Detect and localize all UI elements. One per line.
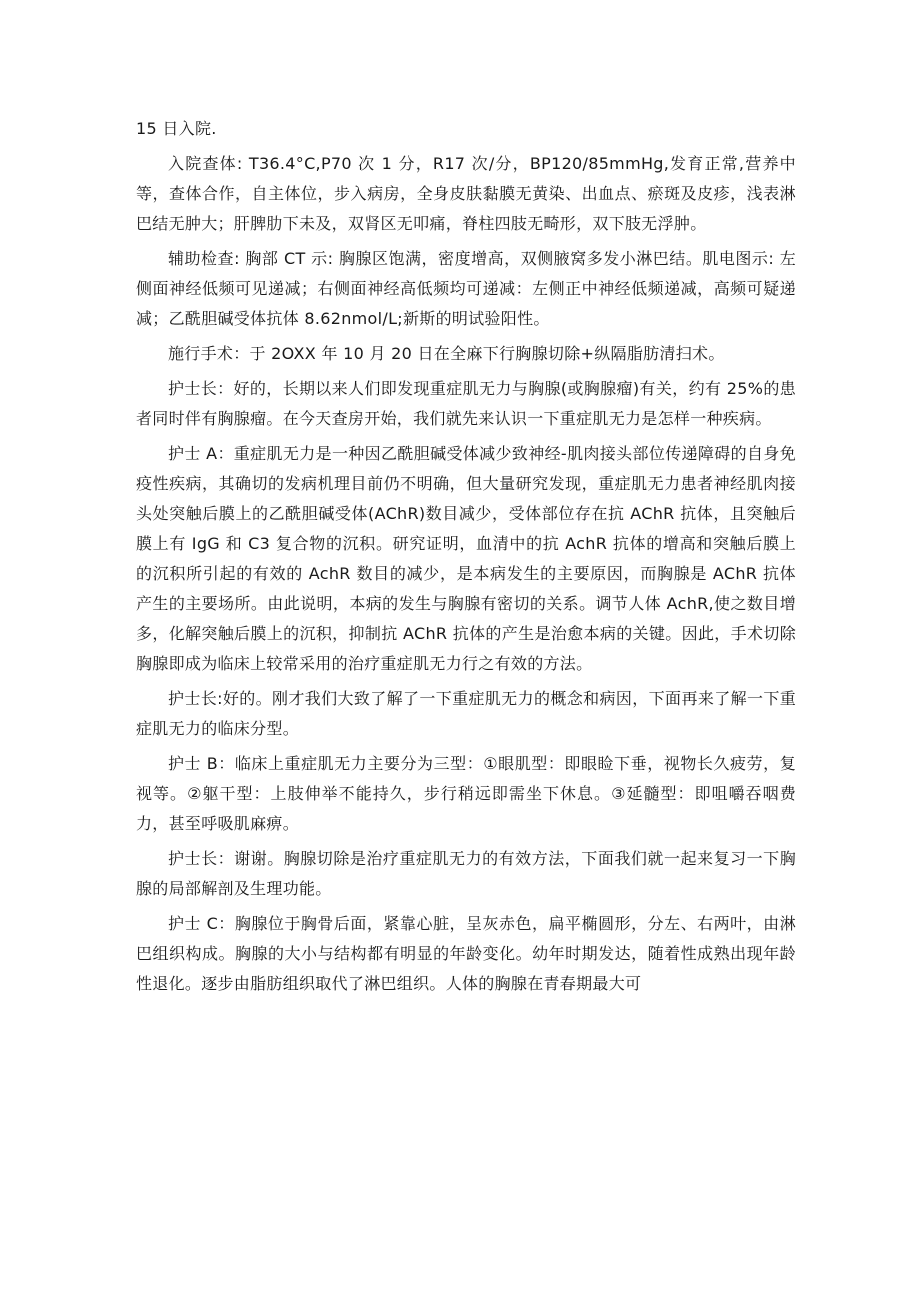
- paragraph-nurse-c: 护士 C：胸腺位于胸骨后面，紧靠心脏，呈灰赤色，扁平椭圆形，分左、右两叶，由淋巴组织构成。胸腺的大小与结构都有明显的年龄变化。幼年时期发达，随着性成熟出现年龄性退化。逐步由脂肪组织取代了淋巴组织。人体的胸腺在青春期最大可: [136, 914, 796, 993]
- paragraph-physical-exam: 入院查体: T36.4°C,P70 次 1 分，R17 次/分，BP120/85mmHg,发育正常,营养中等，查体合作，自主体位，步入病房，全身皮肤黏膜无黄染、出血点、瘀斑及皮疹，浅表淋巴结无肿大；肝脾肋下未及，双肾区无叩痛，脊柱四肢无畸形，双下肢无浮肿。: [136, 154, 796, 233]
- document-body: [136, 114, 796, 1004]
- paragraph-head-nurse-intro: 护士长：好的，长期以来人们即发现重症肌无力与胸腺(或胸腺瘤)有关，约有 25%的患者同时伴有胸腺瘤。在今天查房开始，我们就先来认识一下重症肌无力是怎样一种疾病。: [136, 379, 796, 428]
- paragraph-nurse-b: 护士 B：临床上重症肌无力主要分为三型：①眼肌型：即眼睑下垂，视物长久疲劳，复视等。②躯干型：上肢伸举不能持久，步行稍远即需坐下休息。③延髓型：即咀嚼吞咽费力，甚至呼吸肌麻痹。: [136, 754, 796, 833]
- paragraph-nurse-a: 护士 A：重症肌无力是一种因乙酰胆碱受体减少致神经-肌肉接头部位传递障碍的自身免疫性疾病，其确切的发病机理目前仍不明确，但大量研究发现，重症肌无力患者神经肌肉接头处突触后膜上的乙酰胆碱受体(AChR)数目减少，受体部位存在抗 AChR 抗体，且突触后膜上有 IgG 和 C3 复合物的沉积。研究证明，血清中的抗 AchR 抗体的增高和突触后膜上的沉积所引起的有效的 AchR 数目的减少，是本病发生的主要原因，而胸腺是 AChR 抗体产生的主要场所。由此说明，本病的发生与胸腺有密切的关系。调节人体 AchR,使之数目增多，化解突触后膜上的沉积，抑制抗 AChR 抗体的产生是治愈本病的关键。因此，手术切除胸腺即成为临床上较常采用的治疗重症肌无力行之有效的方法。: [136, 444, 796, 673]
- paragraph-head-nurse-classification: 护士长:好的。刚才我们大致了解了一下重症肌无力的概念和病因，下面再来了解一下重症肌无力的临床分型。: [136, 689, 796, 738]
- paragraph-auxiliary-exam: 辅助检查: 胸部 CT 示: 胸腺区饱满，密度增高，双侧腋窝多发小淋巴结。肌电图示: 左侧面神经低频可见递减；右侧面神经高低频均可递减：左侧正中神经低频递减，高频可疑递减；乙酰胆碱受体抗体 8.62nmol/L;新斯的明试验阳性。: [136, 249, 796, 328]
- paragraph-surgery: 施行手术：于 2OXX 年 10 月 20 日在全麻下行胸腺切除+纵隔脂肪清扫术。: [168, 344, 725, 363]
- paragraph-head-nurse-anatomy: 护士长：谢谢。胸腺切除是治疗重症肌无力的有效方法，下面我们就一起来复习一下胸腺的局部解剖及生理功能。: [136, 849, 796, 898]
- paragraph-admission-date: 15 日入院.: [136, 119, 217, 138]
